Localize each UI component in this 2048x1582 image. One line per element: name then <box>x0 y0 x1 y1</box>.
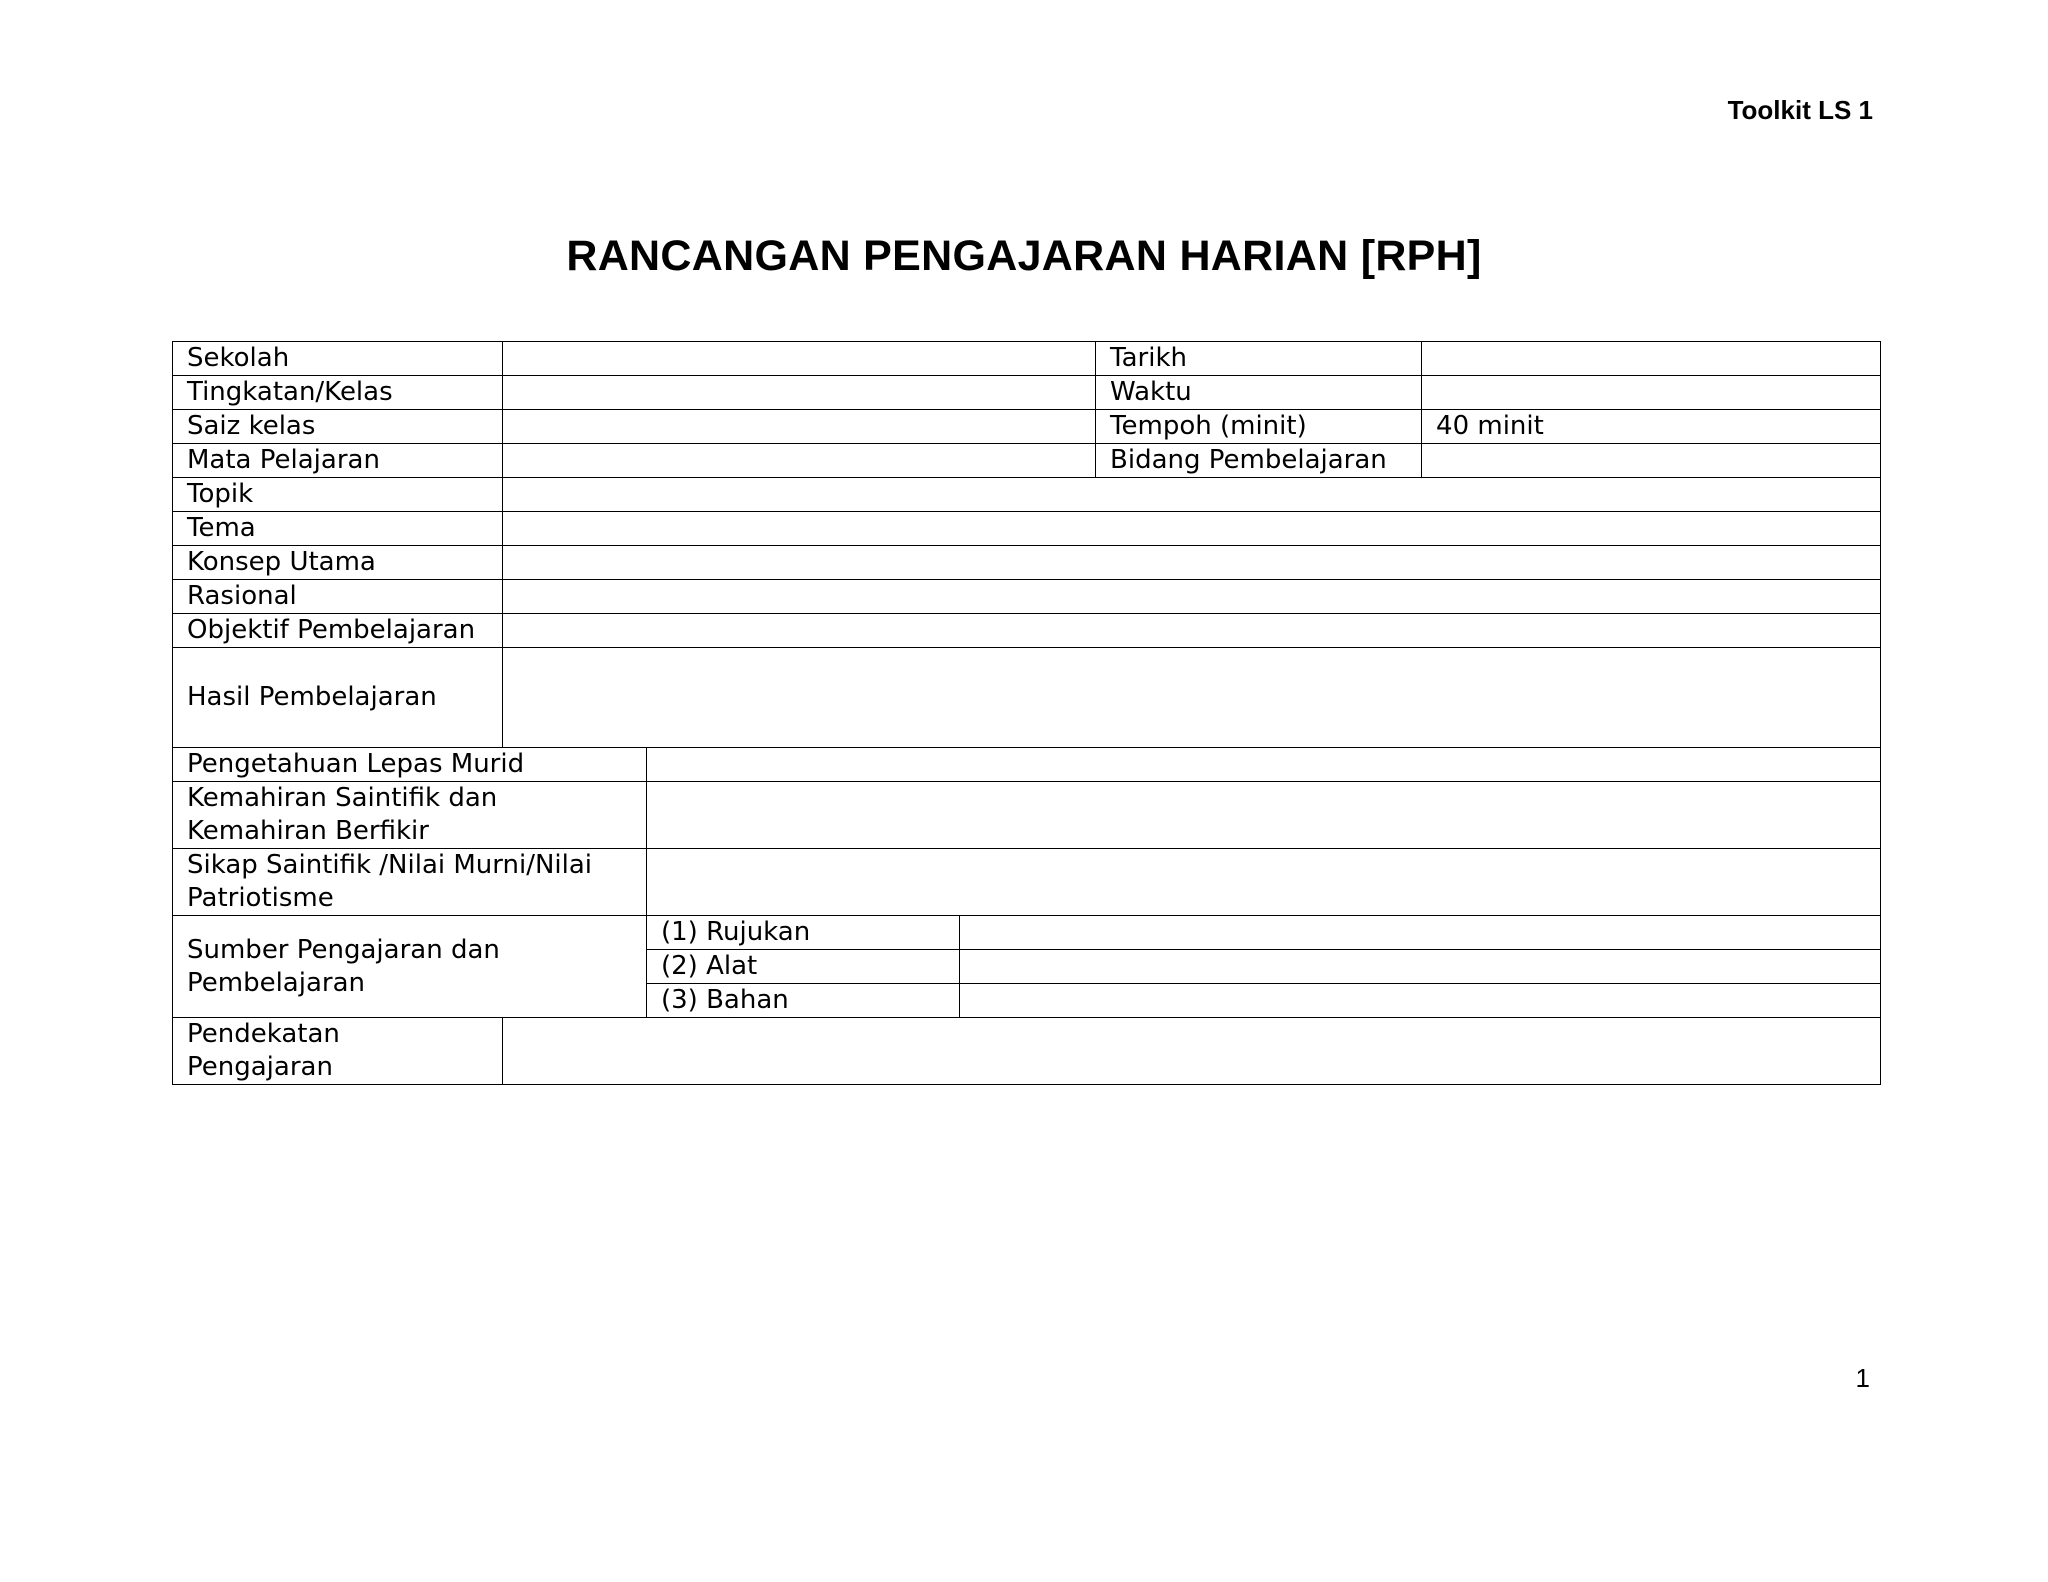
label-sekolah: Sekolah <box>173 342 503 376</box>
field-rasional[interactable] <box>503 580 1881 614</box>
page-number: 1 <box>1855 1363 1870 1393</box>
table-row <box>173 648 1881 748</box>
label-tema: Tema <box>173 512 503 546</box>
label-alat: (2) Alat <box>647 950 960 984</box>
table-row <box>173 614 1881 648</box>
label-pendekatan-pengajaran: Pendekatan Pengajaran <box>173 1018 503 1085</box>
label-objektif-pembelajaran: Objektif Pembelajaran <box>173 614 503 648</box>
field-tarikh[interactable] <box>1422 342 1881 376</box>
label-topik: Topik <box>173 478 503 512</box>
label-saiz-kelas: Saiz kelas <box>173 410 503 444</box>
table-row <box>173 580 1881 614</box>
label-sikap-nilai: Sikap Saintifik /Nilai Murni/Nilai Patriotisme <box>173 849 647 916</box>
table-row <box>173 849 1881 916</box>
label-rasional: Rasional <box>173 580 503 614</box>
field-pendekatan-pengajaran[interactable] <box>503 1018 1881 1085</box>
toolkit-label: Toolkit LS 1 <box>1727 95 1873 125</box>
field-sikap-nilai[interactable] <box>647 849 1881 916</box>
label-mata-pelajaran: Mata Pelajaran <box>173 444 503 478</box>
table-row <box>173 376 1881 410</box>
table-row <box>173 1018 1881 1085</box>
label-tarikh: Tarikh <box>1096 342 1422 376</box>
table-row <box>173 916 1881 950</box>
field-bidang-pembelajaran[interactable] <box>1422 444 1881 478</box>
label-hasil-pembelajaran: Hasil Pembelajaran <box>173 648 503 748</box>
field-mata-pelajaran[interactable] <box>503 444 1096 478</box>
field-bahan[interactable] <box>960 984 1881 1018</box>
field-pengetahuan-lepas-murid[interactable] <box>647 748 1881 782</box>
label-kemahiran: Kemahiran Saintifik dan Kemahiran Berfikir <box>173 782 647 849</box>
label-bidang-pembelajaran: Bidang Pembelajaran <box>1096 444 1422 478</box>
table-row <box>173 410 1881 444</box>
page-title: RANCANGAN PENGAJARAN HARIAN [RPH] <box>566 232 1482 280</box>
label-pengetahuan-lepas-murid: Pengetahuan Lepas Murid <box>173 748 647 782</box>
field-hasil-pembelajaran[interactable] <box>503 648 1881 748</box>
field-sekolah[interactable] <box>503 342 1096 376</box>
label-bahan: (3) Bahan <box>647 984 960 1018</box>
field-kemahiran[interactable] <box>647 782 1881 849</box>
table-row <box>173 478 1881 512</box>
field-objektif-pembelajaran[interactable] <box>503 614 1881 648</box>
label-tingkatan-kelas: Tingkatan/Kelas <box>173 376 503 410</box>
label-sumber-pengajaran: Sumber Pengajaran dan Pembelajaran <box>173 916 647 1018</box>
table-row <box>173 546 1881 580</box>
field-konsep-utama[interactable] <box>503 546 1881 580</box>
table-row <box>173 782 1881 849</box>
field-saiz-kelas[interactable] <box>503 410 1096 444</box>
label-konsep-utama: Konsep Utama <box>173 546 503 580</box>
field-tempoh[interactable]: 40 minit <box>1422 410 1881 444</box>
table-row <box>173 748 1881 782</box>
field-alat[interactable] <box>960 950 1881 984</box>
field-rujukan[interactable] <box>960 916 1881 950</box>
label-tempoh: Tempoh (minit) <box>1096 410 1422 444</box>
field-tema[interactable] <box>503 512 1881 546</box>
field-topik[interactable] <box>503 478 1881 512</box>
label-rujukan: (1) Rujukan <box>647 916 960 950</box>
field-tingkatan-kelas[interactable] <box>503 376 1096 410</box>
table-row <box>173 512 1881 546</box>
label-waktu: Waktu <box>1096 376 1422 410</box>
rph-form-table <box>172 341 1881 1085</box>
table-row <box>173 444 1881 478</box>
field-waktu[interactable] <box>1422 376 1881 410</box>
table-row <box>173 342 1881 376</box>
